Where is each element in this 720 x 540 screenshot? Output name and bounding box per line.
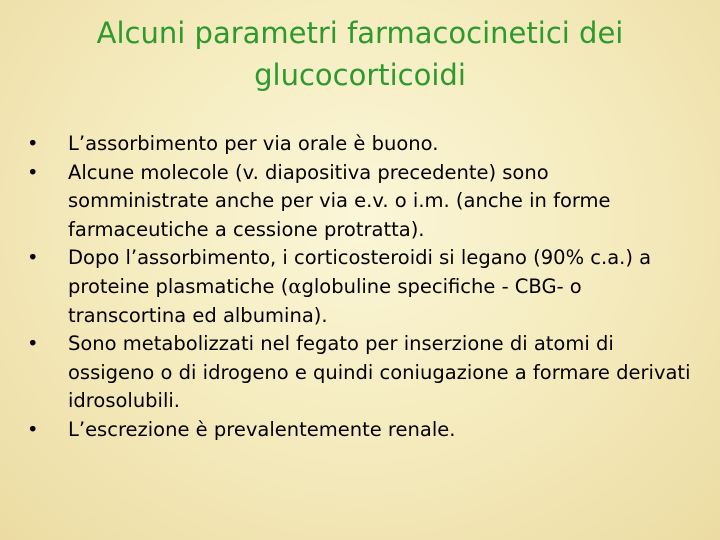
bullet-icon: • [27,160,39,184]
bullet-list [22,130,694,445]
bullet-item [22,130,694,159]
bullet-icon: • [27,332,39,356]
bullet-item [22,244,694,330]
bullet-text: L’escrezione è prevalentemente renale. [68,417,456,441]
bullet-text: L’assorbimento per via orale è buono. [68,132,439,155]
title-line-2: glucocorticoidi [254,58,466,92]
slide-title [40,12,680,96]
alpha-symbol: α [288,274,302,298]
bullet-icon: • [27,132,39,155]
bullet-text: Sono metabolizzati nel fegato per inserzione di atomi di ossigeno o di idrogeno e quindi coniugazione a formare derivati idrosolubili. [68,332,691,413]
bullet-item [22,159,694,245]
title-line-1: Alcuni parametri farmacocinetici dei [96,16,624,50]
bullet-item [22,416,694,445]
bullet-text-start: Dopo l’assorbimento, i corticosteroidi si legano (90% c.a.) a proteine plasmatiche ( [68,246,652,298]
bullet-item [22,330,694,416]
bullet-icon: • [27,417,39,441]
bullet-icon: • [27,246,39,270]
bullet-text: Alcune molecole (v. diapositiva precedente) sono somministrate anche per via e.v. o i.m. (anche in forme farmaceutiche a cessione protratta). [68,160,611,241]
bullet-text-end: globuline specifiche - CBG- o transcortina ed albumina). [68,274,582,327]
